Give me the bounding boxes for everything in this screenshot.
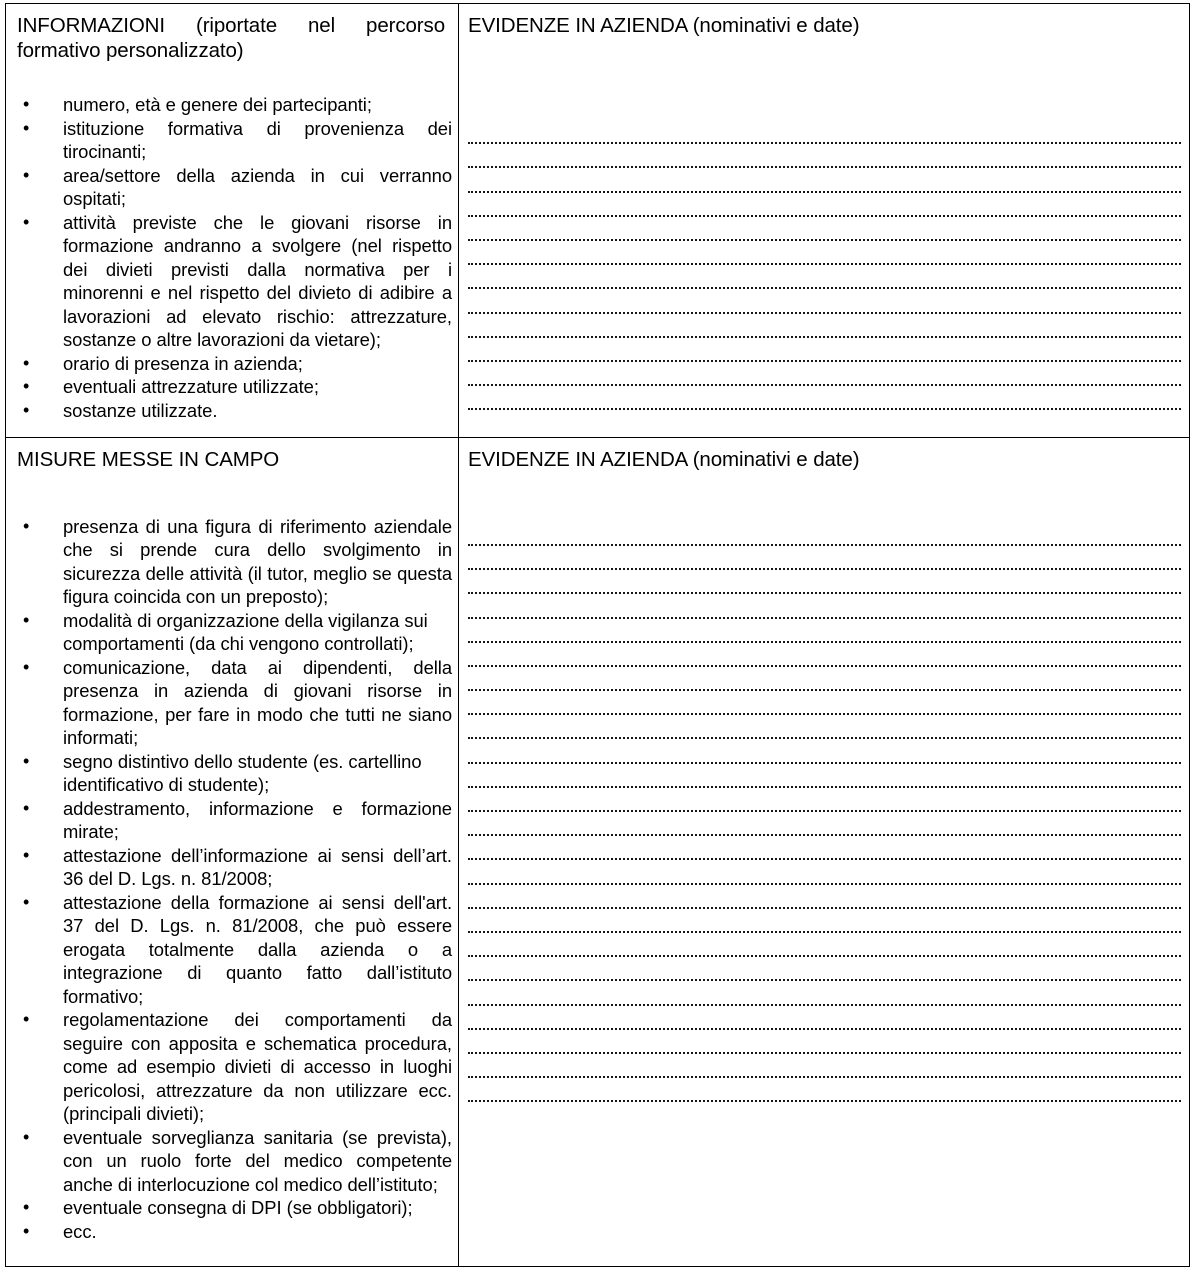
fill-in-line[interactable] [468,770,1181,794]
fill-in-line[interactable] [468,126,1181,150]
list-item: • presenza di una figura di riferimento aziendale che si prende cura dello svolgimento in sicurezza delle attività (il tutor, meglio se questa figura coincida con un preposto); [17,515,452,609]
list-item: • numero, età e genere dei partecipanti; [17,93,452,117]
fill-in-line[interactable] [468,939,1181,963]
fill-in-line[interactable] [468,600,1181,624]
list-item: • ecc. [17,1220,452,1244]
cell-misure-right [459,437,1190,1266]
fill-in-line[interactable] [468,1036,1181,1060]
fill-in-line[interactable] [468,987,1181,1011]
fill-in-line[interactable] [468,344,1181,368]
fill-in-line[interactable] [468,891,1181,915]
cell-informazioni-left [6,4,459,438]
evidenze-fill-in-lines-1[interactable] [468,126,1181,416]
fill-in-line[interactable] [468,625,1181,649]
fill-in-line[interactable] [468,649,1181,673]
fill-in-line[interactable] [468,721,1181,745]
fill-in-line[interactable] [468,1012,1181,1036]
list-item: • orario di presenza in azienda; [17,352,452,376]
cell-informazioni-right [459,4,1190,438]
fill-in-line[interactable] [468,673,1181,697]
list-item: • attestazione dell’informazione ai sensi dell’art. 36 del D. Lgs. n. 81/2008; [17,844,452,891]
misure-bullet-list [17,515,452,1244]
fill-in-line[interactable] [468,745,1181,769]
fill-in-line[interactable] [468,320,1181,344]
table-row-misure [6,437,1190,1266]
fill-in-line[interactable] [468,915,1181,939]
fill-in-line[interactable] [468,528,1181,552]
list-item: • attestazione della formazione ai sensi dell'art. 37 del D. Lgs. n. 81/2008, che può essere erogata totalmente dalla azienda o a integrazione di quanto fatto dall’istituto formativo; [17,891,452,1009]
misure-title: MISURE MESSE IN CAMPO [17,447,280,471]
list-item: • eventuali attrezzature utilizzate; [17,375,452,399]
evidenze-title-1: EVIDENZE IN AZIENDA (nominativi e date) [468,14,860,37]
list-item: • area/settore della azienda in cui verranno ospitati; [17,164,452,211]
fill-in-line[interactable] [468,866,1181,890]
fill-in-line[interactable] [468,552,1181,576]
list-item: • istituzione formativa di provenienza dei tirocinanti; [17,117,452,164]
cell-misure-left [6,437,459,1266]
list-item: • eventuale consegna di DPI (se obbligatori); [17,1196,452,1220]
fill-in-line[interactable] [468,794,1181,818]
list-item: • attività previste che le giovani risorse in formazione andranno a svolgere (nel rispetto dei divieti previsti dalla normativa per i minorenni e nel rispetto del divieto di adibire a lavorazioni ad elevato rischio: attrezzature, sostanze o altre lavorazioni da vietare); [17,211,452,352]
fill-in-line[interactable] [468,1060,1181,1084]
fill-in-line[interactable] [468,1084,1181,1108]
information-measures-table [5,3,1190,1267]
informazioni-bullet-list [17,93,452,422]
fill-in-line[interactable] [468,199,1181,223]
fill-in-line[interactable] [468,576,1181,600]
fill-in-line[interactable] [468,842,1181,866]
fill-in-line[interactable] [468,247,1181,271]
informazioni-title: INFORMAZIONI (riportate nel percorso formativo personalizzato) [17,14,445,62]
list-item: • segno distintivo dello studente (es. cartellino identificativo di studente); [17,750,452,797]
evidenze-title-2: EVIDENZE IN AZIENDA (nominativi e date) [468,447,860,471]
evidenze-fill-in-lines-2[interactable] [468,528,1181,1109]
list-item: • comunicazione, data ai dipendenti, della presenza in azienda di giovani risorse in formazione, per fare in modo che tutti ne siano informati; [17,656,452,750]
fill-in-line[interactable] [468,697,1181,721]
fill-in-line[interactable] [468,150,1181,174]
list-item: • sostanze utilizzate. [17,399,452,423]
fill-in-line[interactable] [468,295,1181,319]
list-item: • eventuale sorveglianza sanitaria (se prevista), con un ruolo forte del medico competente anche di interlocuzione col medico dell’istituto; [17,1126,452,1197]
fill-in-line[interactable] [468,963,1181,987]
list-item: • modalità di organizzazione della vigilanza sui comportamenti (da chi vengono controllati); [17,609,452,656]
list-item: • regolamentazione dei comportamenti da seguire con apposita e schematica procedura, come ad esempio divieti di accesso in luoghi pericolosi, attrezzature da non utilizzare ecc. (principali divieti); [17,1008,452,1126]
fill-in-line[interactable] [468,271,1181,295]
fill-in-line[interactable] [468,368,1181,392]
list-item: • addestramento, informazione e formazione mirate; [17,797,452,844]
fill-in-line[interactable] [468,223,1181,247]
table-row-informazioni [6,4,1190,438]
fill-in-line[interactable] [468,174,1181,198]
fill-in-line[interactable] [468,392,1181,416]
fill-in-line[interactable] [468,818,1181,842]
